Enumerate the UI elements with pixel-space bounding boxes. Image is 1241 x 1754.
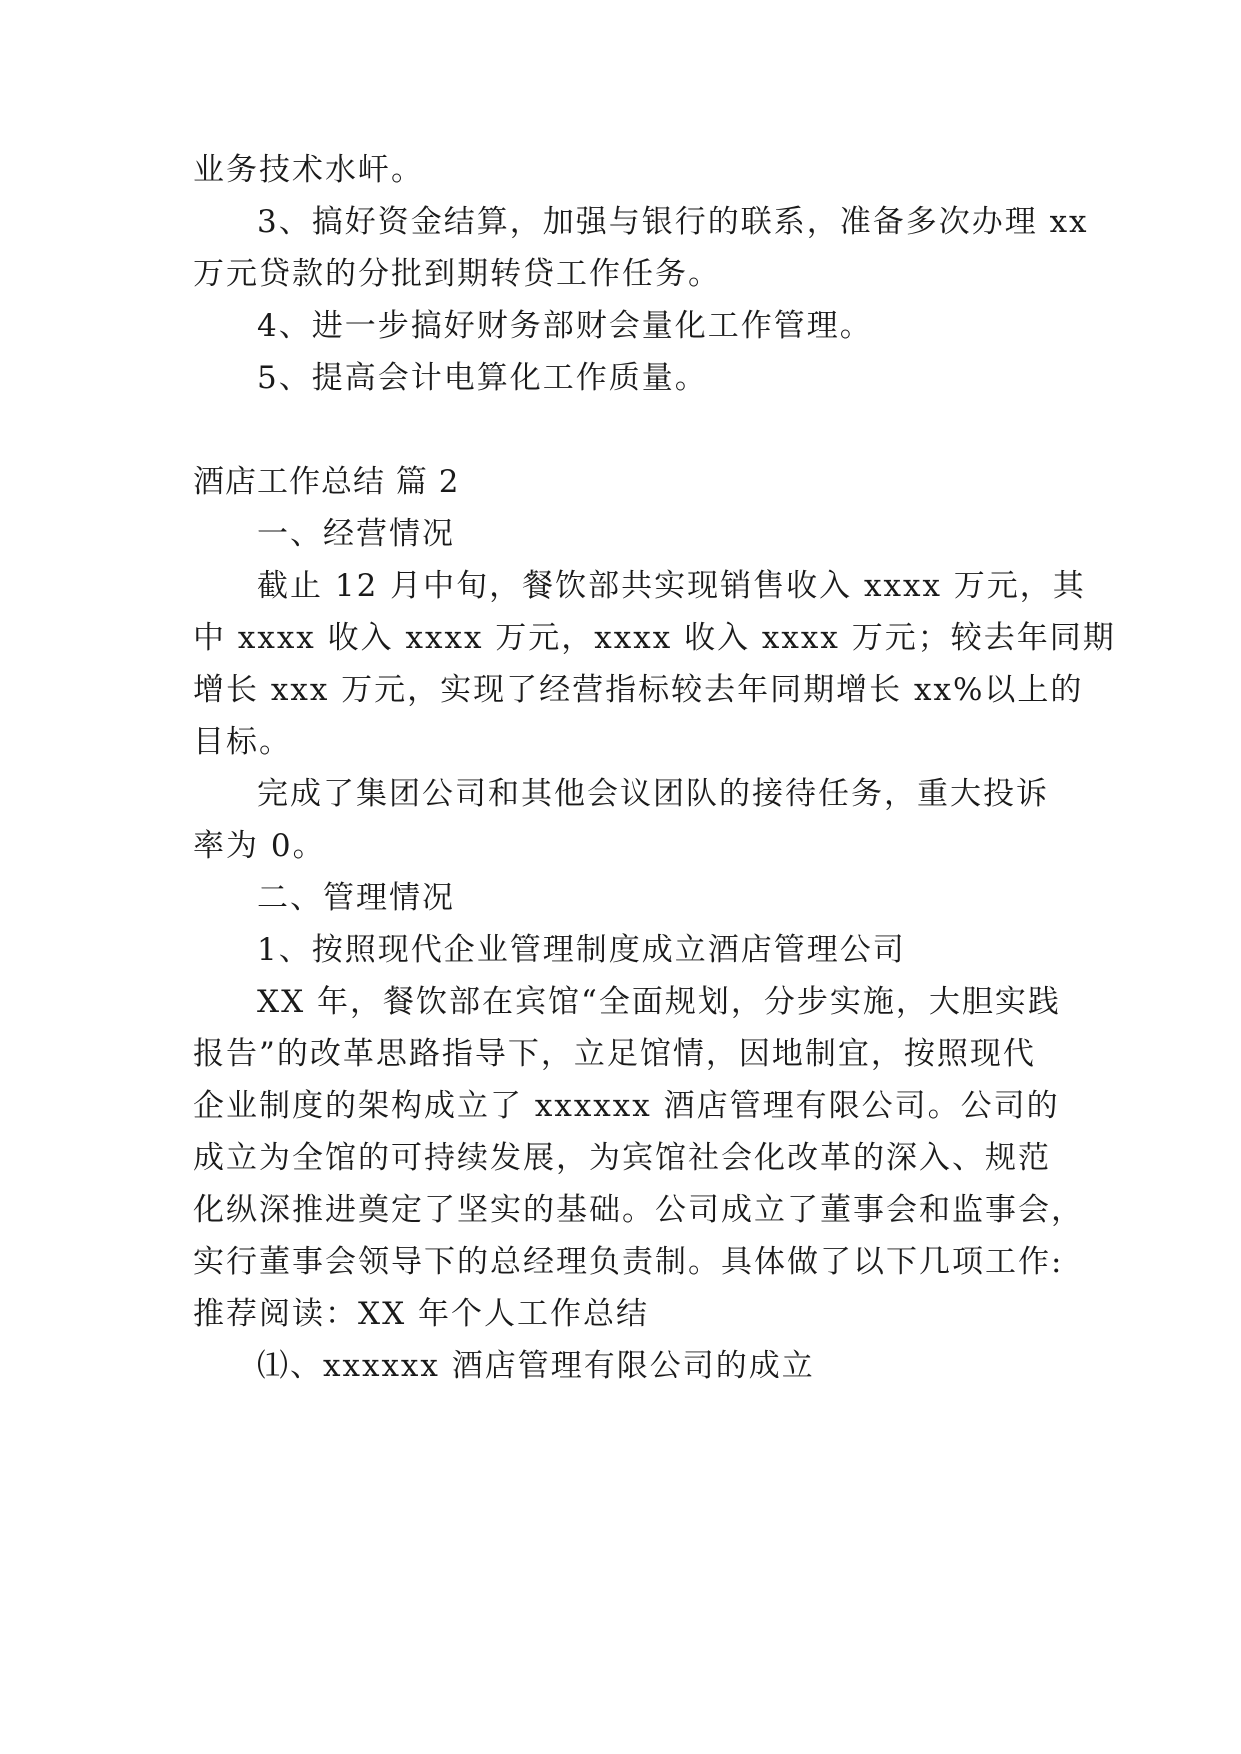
paragraph-line: 实行董事会领导下的总经理负责制。具体做了以下几项工作: [193, 1244, 1064, 1280]
paragraph-line: 成立为全馆的可持续发展，为宾馆社会化改革的深入、规范 [193, 1140, 1051, 1176]
paragraph-line: 率为 0。 [193, 828, 326, 864]
paragraph-line: 目标。 [193, 724, 292, 760]
subheading-management: 二、管理情况 [257, 880, 455, 916]
text-line: 万元贷款的分批到期转贷工作任务。 [193, 256, 721, 292]
list-item-1: 1、按照现代企业管理制度成立酒店管理公司 [257, 932, 906, 968]
paragraph-line: 化纵深推进奠定了坚实的基础。公司成立了董事会和监事会， [193, 1192, 1084, 1228]
paragraph-line: XX 年，餐饮部在宾馆“全面规划，分步实施，大胆实践 [257, 984, 1061, 1020]
recommended-reading: 推荐阅读：XX 年个人工作总结 [193, 1296, 649, 1332]
text-line: 业务技术水屽。 [193, 152, 424, 188]
paragraph-line: 企业制度的架构成立了 xxxxxx 酒店管理有限公司。公司的 [193, 1088, 1060, 1124]
paragraph-line: 报告”的改革思路指导下，立足馆情，因地制宜，按照现代 [193, 1036, 1036, 1072]
paragraph-line: 增长 xxx 万元，实现了经营指标较去年同期增长 xx%以上的 [193, 672, 1084, 708]
sub-list-item: ⑴、xxxxxx 酒店管理有限公司的成立 [257, 1348, 815, 1384]
paragraph-line: 截止 12 月中旬，餐饮部共实现销售收入 xxxx 万元，其 [257, 568, 1086, 604]
list-item-3: 3、搞好资金结算，加强与银行的联系，准备多次办理 xx [257, 204, 1089, 240]
section-title: 酒店工作总结 篇 2 [193, 464, 460, 500]
paragraph-line: 中 xxxx 收入 xxxx 万元，xxxx 收入 xxxx 万元；较去年同期 [193, 620, 1116, 656]
list-item-4: 4、进一步搞好财务部财会量化工作管理。 [257, 308, 873, 344]
subheading-operations: 一、经营情况 [257, 516, 455, 552]
list-item-5: 5、提高会计电算化工作质量。 [257, 360, 708, 396]
paragraph-line: 完成了集团公司和其他会议团队的接待任务，重大投诉 [257, 776, 1049, 812]
